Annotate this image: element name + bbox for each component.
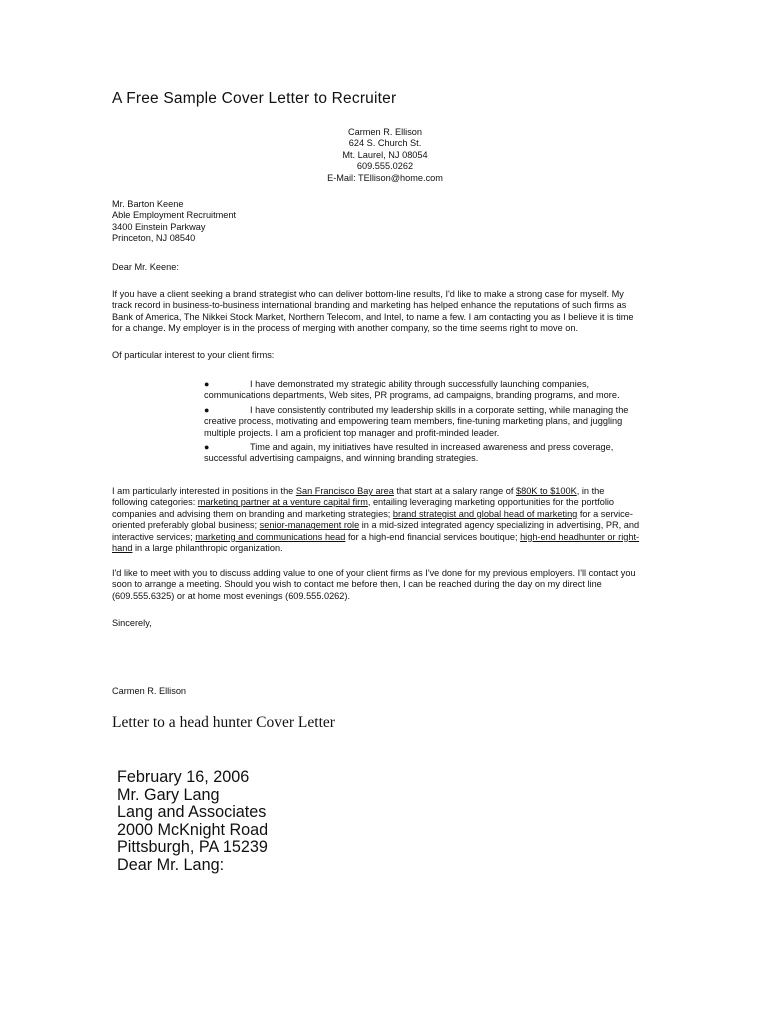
- link-senior-management-role[interactable]: senior-management role: [259, 520, 360, 531]
- bullet-text: creative process, motivating and empowering team members, fine-tuning marketing plans, and juggling: [204, 416, 623, 427]
- text-run: , in the: [576, 486, 605, 496]
- letter-date: February 16, 2006: [117, 768, 250, 786]
- section-heading: Letter to a head hunter Cover Letter: [112, 714, 335, 731]
- interest-intro: Of particular interest to your client firms:: [112, 350, 275, 360]
- intro-line: If you have a client seeking a brand strategist who can deliver bottom-line results, I'd like to make a strong case for myself. My: [112, 289, 624, 299]
- link-marketing-partner[interactable]: marketing partner at a venture capital firm: [197, 497, 368, 508]
- sender-email: E-Mail: TEllison@home.com: [327, 172, 443, 183]
- positions-line: [112, 543, 657, 554]
- link-right-hand[interactable]: hand: [112, 543, 133, 554]
- bullet-text: I have demonstrated my strategic ability through successfully launching companies,: [250, 379, 590, 389]
- text-run: companies and advising them on branding and marketing strategies;: [112, 508, 393, 519]
- link-salary-range[interactable]: $80K to $100K: [515, 486, 577, 496]
- salutation: Dear Mr. Keene:: [112, 262, 179, 272]
- sender-street: 624 S. Church St.: [348, 138, 422, 149]
- bullet-item: [204, 442, 644, 465]
- bullet-icon: ●: [204, 379, 210, 389]
- sender-phone: 609.555.0262: [356, 161, 414, 172]
- text-run: oriented preferably global business;: [112, 520, 260, 531]
- text-run: interactive services;: [112, 531, 196, 542]
- bullet-list: [204, 379, 644, 468]
- bullet-text: multiple projects. I am a proficient top manager and profit-minded leader.: [204, 427, 500, 438]
- text-run: in a large philanthropic organization.: [132, 543, 283, 554]
- closing-line: I'd like to meet with you to discuss adding value to one of your client firms as I've done for my previous employers. I'll contact you: [112, 568, 636, 578]
- bullet-text: successful advertising campaigns, and winning branding strategies.: [204, 453, 479, 464]
- intro-line: for a change. My employer is in the process of merging with another company, so the time seems right to move on.: [112, 323, 579, 334]
- positions-line: [112, 520, 657, 531]
- positions-line: [112, 532, 657, 543]
- recipient-address-block: [112, 199, 412, 245]
- bullet-icon: ●: [204, 442, 210, 453]
- recipient-name: Mr. Barton Keene: [112, 199, 184, 209]
- text-run: for a high-end financial services boutique;: [345, 531, 521, 542]
- addressee-city: Pittsburgh, PA 15239: [117, 838, 268, 857]
- text-run: , entailing leveraging marketing opportunities for the portfolio: [367, 497, 615, 508]
- bullet-item: [204, 379, 644, 402]
- addressee-company: Lang and Associates: [117, 803, 267, 822]
- intro-paragraph: [112, 289, 657, 335]
- sender-name: Carmen R. Ellison: [347, 127, 423, 137]
- addressee-street: 2000 McKnight Road: [117, 820, 269, 839]
- bullet-text: communications departments, Web sites, PR programs, ad campaigns, branding programs, and more.: [204, 390, 620, 401]
- text-run: in a mid-sized integrated agency specializing in advertising, PR, and: [359, 520, 640, 531]
- sender-city: Mt. Laurel, NJ 08054: [342, 149, 428, 160]
- second-salutation: Dear Mr. Lang:: [117, 855, 225, 874]
- text-run: following categories:: [112, 497, 198, 508]
- second-letter-block: [117, 769, 268, 875]
- link-marketing-communications-head[interactable]: marketing and communications head: [195, 531, 346, 542]
- text-run: for a service-: [577, 508, 633, 519]
- positions-line: [112, 509, 657, 520]
- addressee-name: Mr. Gary Lang: [117, 785, 220, 804]
- positions-line: [112, 497, 657, 508]
- positions-line: [112, 486, 657, 497]
- link-brand-strategist[interactable]: brand strategist and global head of marketing: [392, 508, 578, 519]
- text-run: that start at a salary range of: [393, 486, 516, 496]
- closing-line: soon to arrange a meeting. Should you wish to contact me before then, I can be reached during the day on my direct line: [112, 579, 602, 590]
- bullet-item: [204, 405, 644, 439]
- sender-address-block: [290, 127, 480, 184]
- intro-line: Bank of America, The Nikkei Stock Market, Northern Telecom, and Intel, to name a few. I am contacting you as I believe it is time: [112, 311, 634, 322]
- intro-line: track record in business-to-business international branding and marketing has helped enhance the reputations of such firms as: [112, 300, 627, 311]
- text-run: I am particularly interested in positions in the: [112, 486, 296, 496]
- bullet-text: Time and again, my initiatives have resulted in increased awareness and press coverage,: [250, 442, 614, 453]
- link-san-francisco-bay-area[interactable]: San Francisco Bay area: [295, 486, 394, 496]
- positions-paragraph: [112, 486, 657, 554]
- signoff: Sincerely,: [112, 618, 152, 628]
- page-title: A Free Sample Cover Letter to Recruiter: [112, 90, 397, 107]
- bullet-text: I have consistently contributed my leadership skills in a corporate setting, while managing the: [250, 404, 629, 415]
- link-high-end-headhunter[interactable]: high-end headhunter or right-: [520, 531, 640, 542]
- closing-paragraph: [112, 568, 657, 602]
- signature-name: Carmen R. Ellison: [112, 686, 187, 696]
- closing-line: (609.555.6325) or at home most evenings (609.555.0262).: [112, 590, 351, 601]
- recipient-company: Able Employment Recruitment: [112, 210, 237, 221]
- recipient-street: 3400 Einstein Parkway: [112, 221, 206, 232]
- bullet-icon: ●: [204, 404, 210, 415]
- recipient-city: Princeton, NJ 08540: [112, 233, 196, 244]
